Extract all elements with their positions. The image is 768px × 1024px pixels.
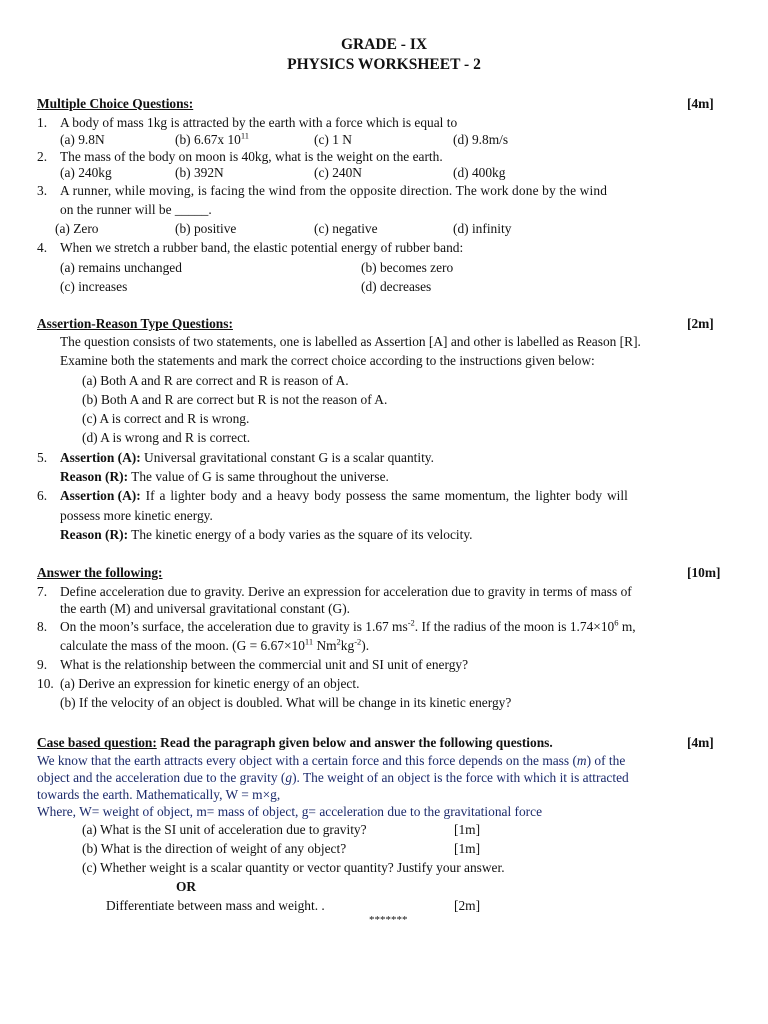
question-3: [37, 181, 607, 200]
question-number: 9.: [37, 657, 48, 672]
question-text-part: On the moon’s surface, the acceleration due to gravity is 1.67 ms: [60, 619, 408, 634]
question-number: 10.: [37, 676, 54, 691]
question-3-continued: on the runner will be _____.: [60, 202, 212, 217]
assertion-text: Universal gravitational constant G is a scalar quantity.: [140, 450, 434, 465]
question-text-part: . If the radius of the moon is 1.74×10: [414, 619, 615, 634]
case-paragraph-line-3: towards the earth. Mathematically, W = m×g,: [37, 787, 281, 802]
question-text: When we stretch a rubber band, the elastic potential energy of rubber band:: [60, 240, 464, 255]
question-6-reason: [60, 525, 473, 544]
q3-option-b: (b) positive: [175, 221, 237, 236]
mcq-marks: [4m]: [687, 96, 714, 111]
question-text-part: ).: [361, 638, 370, 653]
q3-option-d: (d) infinity: [453, 221, 512, 236]
assertion-reason-marks: [2m]: [687, 316, 714, 331]
reason-label: Reason (R):: [60, 469, 129, 484]
q4-option-b: (b) becomes zero: [361, 260, 454, 275]
question-5-assertion: [37, 448, 434, 467]
question-10b: (b) If the velocity of an object is doubled. What will be change in its kinetic energy?: [60, 695, 512, 710]
question-9: [37, 655, 468, 674]
question-number: 4.: [37, 240, 48, 255]
symbol-g: g: [285, 770, 293, 785]
paragraph-text: ). The weight of an object is the force with which it is attracted: [292, 770, 629, 785]
question-6-assertion: [37, 486, 628, 505]
q2-option-a: (a) 240kg: [60, 165, 112, 180]
question-number: 5.: [37, 450, 48, 465]
instructions-line-1: The question consists of two statements, one is labelled as Assertion [A] and other is labelled as Reason [R].: [60, 334, 641, 349]
question-8: [37, 617, 636, 636]
instructions-line-2: Examine both the statements and mark the correct choice according to the instructions given below:: [60, 353, 595, 368]
answer-section-marks: [10m]: [687, 565, 721, 580]
symbol-m: m: [576, 753, 587, 768]
question-text-part: m,: [618, 619, 636, 634]
case-heading-instruction: Read the paragraph given below and answer the following questions.: [156, 735, 553, 750]
assertion-text: If a lighter body and a heavy body possess the same momentum, the lighter body will: [140, 488, 628, 503]
case-paragraph-line-4: Where, W= weight of object, m= mass of object, g= acceleration due to the gravitational force: [37, 804, 543, 819]
question-text-part: Nm: [313, 638, 337, 653]
question-6-assertion-continued: possess more kinetic energy.: [60, 508, 213, 523]
case-marks: [4m]: [687, 735, 714, 750]
reason-text: The kinetic energy of a body varies as the square of its velocity.: [128, 527, 473, 542]
case-heading: [37, 733, 553, 752]
grade-heading: GRADE - IX: [340, 36, 428, 53]
question-number: 2.: [37, 149, 48, 164]
case-question-b: (b) What is the direction of weight of any object?: [82, 841, 347, 856]
exponent: 2: [336, 636, 341, 647]
choice-b: (b) Both A and R are correct but R is not the reason of A.: [82, 392, 388, 407]
question-5-reason: [60, 467, 389, 486]
q4-option-a: (a) remains unchanged: [60, 260, 182, 275]
q1-option-b-exponent: 11: [240, 130, 250, 141]
question-4: [37, 238, 463, 257]
end-marker: *******: [369, 914, 408, 926]
question-text: What is the relationship between the commercial unit and SI unit of energy?: [60, 657, 469, 672]
q1-option-a: (a) 9.8N: [60, 132, 105, 147]
question-7-continued: the earth (M) and universal gravitational constant (G).: [60, 601, 351, 616]
assertion-label: Assertion (A):: [60, 450, 141, 465]
case-heading-label: Case based question:: [37, 735, 157, 750]
question-text: Define acceleration due to gravity. Derive an expression for acceleration due to gravity in terms of mass of: [60, 584, 632, 599]
q2-option-d: (d) 400kg: [453, 165, 506, 180]
paragraph-text: object and the acceleration due to the gravity (: [37, 770, 286, 785]
question-text-part: kg: [340, 638, 355, 653]
question-number: 6.: [37, 488, 48, 503]
assertion-label: Assertion (A):: [60, 488, 141, 503]
q4-option-c: (c) increases: [60, 279, 128, 294]
q1-option-b-text: (b) 6.67x 10: [175, 132, 241, 147]
reason-label: Reason (R):: [60, 527, 129, 542]
question-text: A body of mass 1kg is attracted by the earth with a force which is equal to: [60, 115, 458, 130]
question-10a: [37, 674, 359, 693]
q3-option-a: (a) Zero: [55, 221, 99, 236]
paragraph-text: ) of the: [586, 753, 626, 768]
question-text: (a) Derive an expression for kinetic energy of an object.: [60, 676, 360, 691]
q3-option-c: (c) negative: [314, 221, 378, 236]
exponent: 11: [304, 636, 314, 647]
question-text: The mass of the body on moon is 40kg, what is the weight on the earth.: [60, 149, 443, 164]
case-question-a-marks: [1m]: [454, 822, 481, 837]
q2-option-b: (b) 392N: [175, 165, 224, 180]
choice-c: (c) A is correct and R is wrong.: [82, 411, 250, 426]
choice-d: (d) A is wrong and R is correct.: [82, 430, 251, 445]
alternative-question: Differentiate between mass and weight. .: [106, 898, 325, 913]
case-question-a: (a) What is the SI unit of acceleration due to gravity?: [82, 822, 367, 837]
paragraph-text: We know that the earth attracts every object with a certain force and this force depends on the mass (: [37, 753, 577, 768]
or-separator: OR: [176, 879, 197, 894]
exponent: 6: [614, 617, 619, 628]
answer-section-heading: Answer the following:: [37, 565, 163, 580]
question-text: A runner, while moving, is facing the wind from the opposite direction. The work done by the wind: [60, 183, 608, 198]
q4-option-d: (d) decreases: [361, 279, 432, 294]
exponent: -2: [407, 617, 415, 628]
q1-option-d: (d) 9.8m/s: [453, 132, 509, 147]
question-8-continued: [60, 636, 369, 655]
case-question-b-marks: [1m]: [454, 841, 481, 856]
worksheet-title: PHYSICS WORKSHEET - 2: [287, 56, 481, 73]
reason-text: The value of G is same throughout the universe.: [128, 469, 389, 484]
question-number: 1.: [37, 115, 48, 130]
case-question-c: (c) Whether weight is a scalar quantity or vector quantity? Justify your answer.: [82, 860, 505, 875]
q2-option-c: (c) 240N: [314, 165, 362, 180]
question-text-part: calculate the mass of the moon. (G = 6.67×10: [60, 638, 305, 653]
question-number: 7.: [37, 584, 48, 599]
exponent: -2: [354, 636, 362, 647]
choice-a: (a) Both A and R are correct and R is reason of A.: [82, 373, 349, 388]
question-number: 3.: [37, 183, 48, 198]
question-number: 8.: [37, 619, 48, 634]
assertion-reason-heading: Assertion-Reason Type Questions:: [37, 316, 233, 331]
alternative-question-marks: [2m]: [454, 898, 481, 913]
q1-option-c: (c) 1 N: [314, 132, 352, 147]
mcq-heading: Multiple Choice Questions:: [37, 96, 194, 111]
